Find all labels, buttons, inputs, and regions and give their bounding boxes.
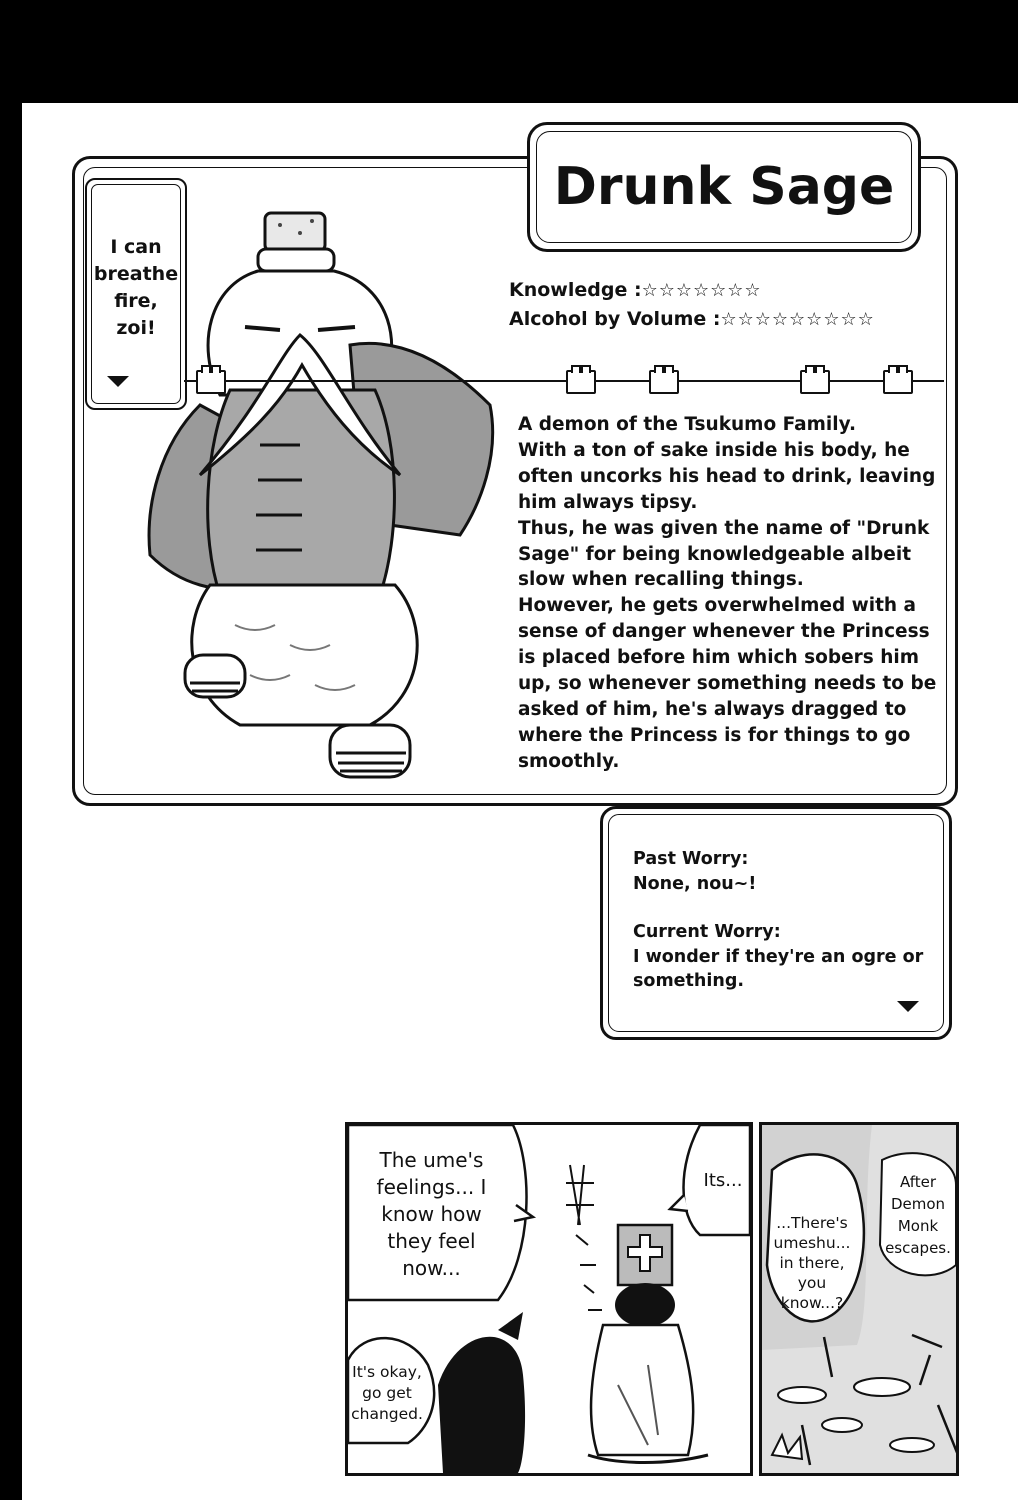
stat-alcohol [509,305,875,334]
panel-caption: After Demon Monk escapes. [885,1173,951,1257]
speech-bubble-okay: It's okay, go get changed. [351,1363,423,1423]
star-rating: ☆☆☆☆☆☆☆ [641,280,762,301]
speech-bubble [85,178,187,410]
worry-box [600,806,952,1040]
speech-text: I can breathe fire, zoi! [93,236,179,339]
past-worry-label: Past Worry: [633,849,749,869]
desc-line: With a ton of sake inside his body, he often uncorks his head to drink, leaving him always tipsy. [518,439,936,513]
stats-block [509,276,875,334]
comic-panel-1 [345,1122,753,1476]
continue-arrow-icon [897,1001,919,1012]
desc-line: A demon of the Tsukumo Family. [518,414,856,435]
desc-line: However, he gets overwhelmed with a sense of danger whenever the Princess is placed before him which sobers him up, so whenever something needs to be asked of him, he's always dragged to where the Princess is for things to go smoothly. [518,595,937,772]
chip-icon [800,370,830,394]
chip-icon [649,370,679,394]
chip-icon [196,370,226,394]
past-worry-text: None, nou~! [633,873,757,894]
stat-label: Knowledge : [509,279,642,301]
comic-panel-2 [759,1122,959,1476]
stat-label: Alcohol by Volume : [509,308,721,330]
drunk-sage-illustration [140,205,500,795]
divider-line [184,380,944,382]
continue-arrow-icon [107,376,129,387]
speech-bubble-umeshu: ...There's umeshu... in there, you know...? [773,1214,851,1312]
desc-line: Thus, he was given the name of "Drunk Sage" for being knowledgeable albeit slow when recalling things. [518,517,930,591]
speech-bubble-its: Its... [703,1170,743,1191]
current-worry-text: I wonder if they're an ogre or something. [633,946,924,991]
speech-bubble-ume: The ume's feelings... I know how they feel now... [376,1148,487,1280]
stat-knowledge [509,276,875,305]
title-box [527,122,921,252]
character-description [518,412,938,775]
chip-icon [883,370,913,394]
current-worry-label: Current Worry: [633,922,781,942]
chip-icon [566,370,596,394]
star-rating: ☆☆☆☆☆☆☆☆☆ [720,309,875,330]
character-title: Drunk Sage [536,131,912,243]
